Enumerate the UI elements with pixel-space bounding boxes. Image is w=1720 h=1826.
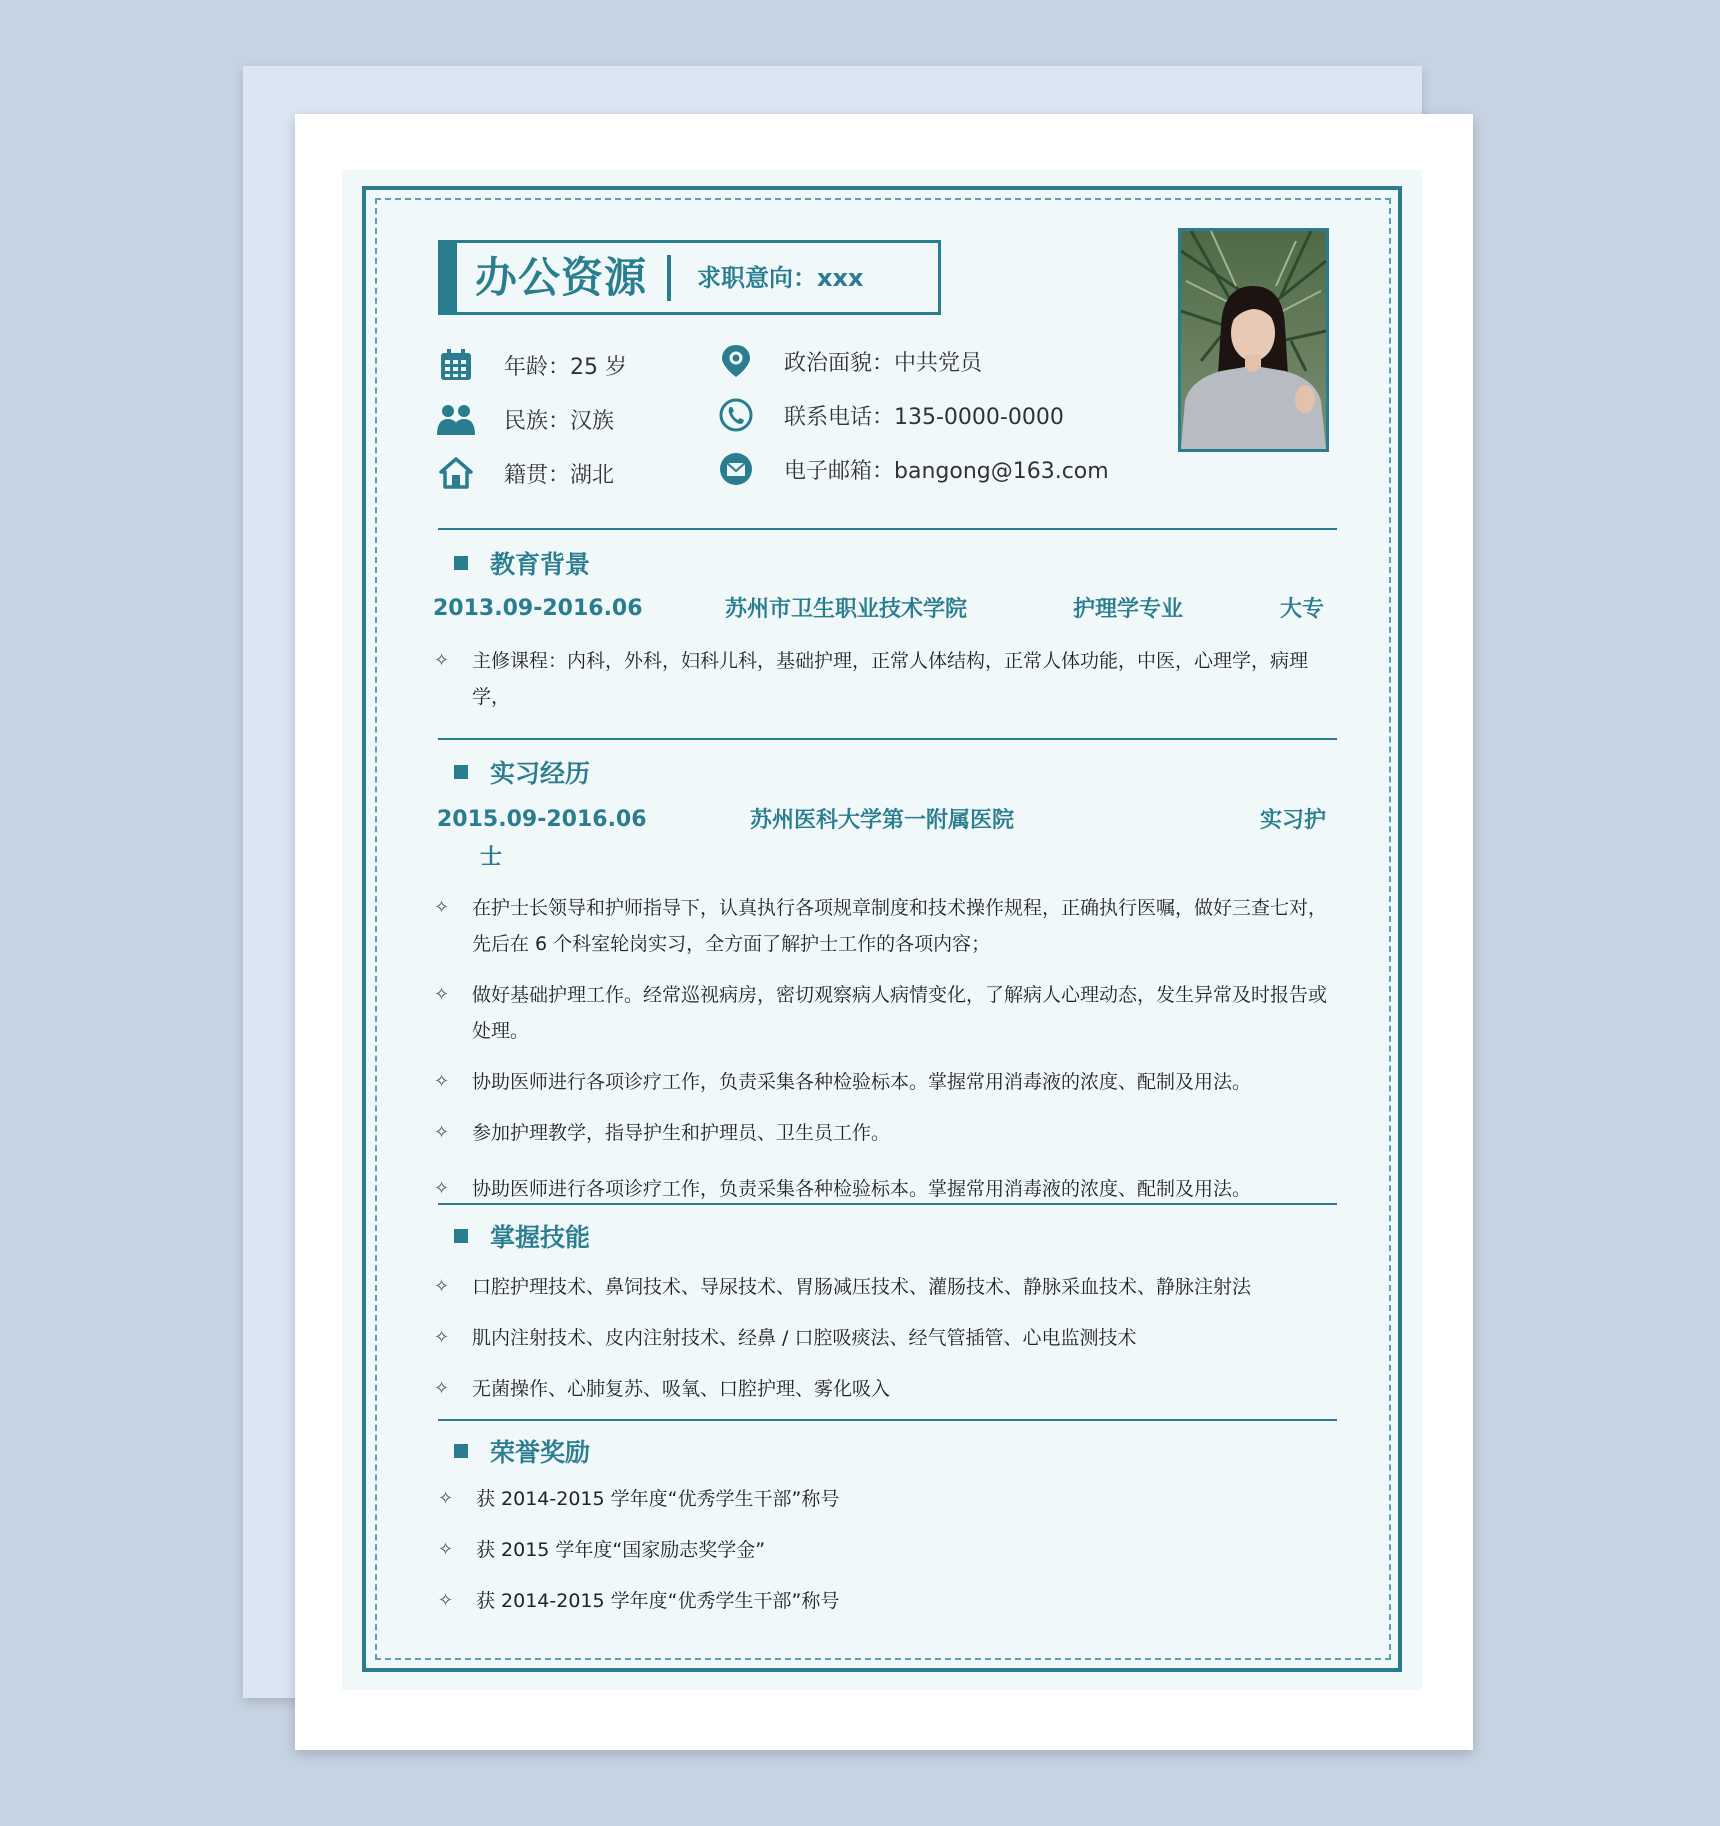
name-header — [438, 240, 941, 315]
info-age — [436, 345, 627, 385]
skill-item — [434, 1320, 1334, 1356]
section-square-icon — [454, 765, 468, 779]
award-item — [438, 1532, 1338, 1568]
internship-item-text: 协助医师进行各项诊疗工作，负责采集各种检验标本。掌握常用消毒液的浓度、配制及用法。 — [472, 1071, 1252, 1093]
resume-name: 办公资源 — [475, 253, 648, 302]
hometown-text: 籍贯：湖北 — [504, 462, 615, 488]
bullet-star-icon: ✧ — [434, 1327, 450, 1348]
bullet-star-icon: ✧ — [434, 1122, 450, 1143]
age-text: 年龄：25 岁 — [504, 354, 627, 380]
bullet-star-icon: ✧ — [434, 1178, 450, 1199]
section-education-title — [454, 547, 590, 579]
phone-text: 联系电话：135-0000-0000 — [784, 404, 1064, 430]
divider-awards — [438, 1419, 1337, 1421]
info-hometown — [436, 453, 614, 493]
name-divider — [667, 255, 671, 301]
award-item — [438, 1481, 1338, 1517]
section-skills-title — [454, 1220, 590, 1252]
section-square-icon — [454, 556, 468, 570]
internship-role: 实习护 — [1260, 808, 1327, 833]
internship-period: 2015.09-2016.06 — [437, 807, 647, 832]
name-accent-bar — [441, 243, 457, 312]
education-courses-text: 主修课程：内科，外科，妇科儿科，基础护理，正常人体结构，正常人体功能，中医，心理学，病理学， — [472, 650, 1309, 708]
section-title-text: 实习经历 — [490, 759, 591, 788]
bullet-star-icon: ✧ — [434, 897, 450, 918]
divider-education — [438, 528, 1337, 530]
internship-item — [434, 1064, 1334, 1100]
politics-text: 政治面貌：中共党员 — [784, 350, 983, 376]
location-pin-icon — [716, 341, 756, 381]
job-intention: 求职意向：xxx — [697, 264, 864, 292]
phone-icon — [716, 395, 756, 435]
bullet-star-icon: ✧ — [434, 1276, 450, 1297]
education-period: 2013.09-2016.06 — [433, 596, 643, 621]
section-title-text: 荣誉奖励 — [490, 1438, 591, 1467]
award-item-text: 获 2015 学年度“国家励志奖学金” — [476, 1539, 766, 1561]
calendar-icon — [436, 345, 476, 385]
internship-role-continued: 士 — [480, 845, 503, 870]
skill-item-text: 肌内注射技术、皮内注射技术、经鼻 / 口腔吸痰法、经气管插管、心电监测技术 — [472, 1327, 1137, 1349]
bullet-star-icon: ✧ — [434, 1378, 450, 1399]
section-square-icon — [454, 1229, 468, 1243]
bullet-star-icon: ✧ — [434, 650, 450, 671]
section-title-text: 教育背景 — [490, 550, 591, 579]
award-item-text: 获 2014-2015 学年度“优秀学生干部”称号 — [476, 1488, 840, 1510]
internship-item-clipped — [434, 1171, 1334, 1200]
bullet-star-icon: ✧ — [434, 1071, 450, 1092]
section-square-icon — [454, 1444, 468, 1458]
skill-item-text: 无菌操作、心肺复苏、吸氧、口腔护理、雾化吸入 — [472, 1378, 891, 1400]
internship-item-text: 在护士长领导和护师指导下，认真执行各项规章制度和技术操作规程，正确执行医嘱，做好三查七对，先后在 6 个科室轮岗实习，全方面了解护士工作的各项内容； — [472, 897, 1328, 955]
info-email — [716, 449, 1109, 489]
bullet-star-icon: ✧ — [438, 1488, 454, 1509]
ethnicity-text: 民族：汉族 — [504, 408, 615, 434]
info-phone — [716, 395, 1064, 435]
skill-item — [434, 1269, 1334, 1305]
section-internship-title — [454, 756, 590, 788]
internship-item — [434, 1115, 1334, 1151]
internship-item-text: 协助医师进行各项诊疗工作，负责采集各种检验标本。掌握常用消毒液的浓度、配制及用法。 — [472, 1178, 1252, 1200]
internship-hospital: 苏州医科大学第一附属医院 — [750, 808, 1015, 833]
education-school: 苏州市卫生职业技术学院 — [725, 597, 968, 622]
internship-item-text: 做好基础护理工作。经常巡视病房，密切观察病人病情变化，了解病人心理动态，发生异常及时报告或处理。 — [472, 984, 1328, 1042]
email-text: 电子邮箱：bangong@163.com — [784, 458, 1109, 484]
education-courses — [434, 643, 1334, 715]
bullet-star-icon: ✧ — [438, 1539, 454, 1560]
internship-item — [434, 890, 1334, 962]
bullet-star-icon: ✧ — [434, 984, 450, 1005]
education-major: 护理学专业 — [1073, 597, 1184, 622]
skill-item-text: 口腔护理技术、鼻饲技术、导尿技术、胃肠减压技术、灌肠技术、静脉采血技术、静脉注射法 — [472, 1276, 1252, 1298]
internship-item-text: 参加护理教学，指导护生和护理员、卫生员工作。 — [472, 1122, 891, 1144]
award-item-text: 获 2014-2015 学年度“优秀学生干部”称号 — [476, 1590, 840, 1612]
bullet-star-icon: ✧ — [438, 1590, 454, 1611]
internship-item — [434, 977, 1334, 1049]
skill-item — [434, 1371, 1334, 1407]
section-awards-title — [454, 1435, 590, 1467]
award-item — [438, 1583, 1338, 1619]
section-title-text: 掌握技能 — [490, 1223, 591, 1252]
divider-internship — [438, 738, 1337, 740]
mail-icon — [716, 449, 756, 489]
home-icon — [436, 453, 476, 493]
info-ethnicity — [436, 399, 614, 439]
divider-skills — [438, 1203, 1337, 1205]
profile-photo — [1178, 228, 1329, 452]
education-degree: 大专 — [1280, 597, 1325, 622]
people-icon — [436, 399, 476, 439]
info-politics — [716, 341, 982, 381]
